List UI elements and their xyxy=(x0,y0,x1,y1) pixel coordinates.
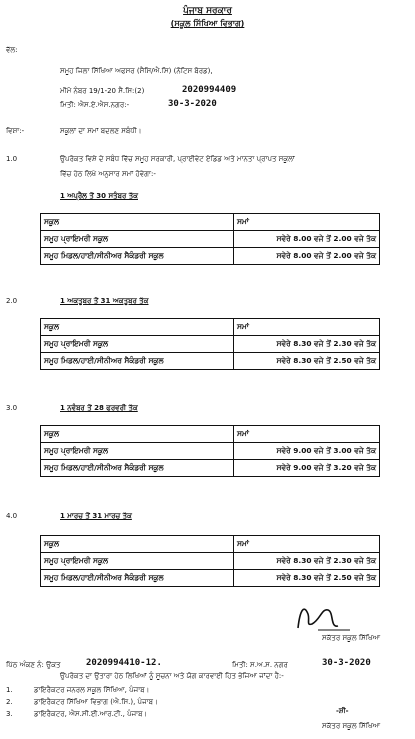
school-cell: ਸਮੂਹ ਮਿਡਲ/ਹਾਈ/ਸੀਨੀਅਰ ਸੈਕੰਡਰੀ ਸਕੂਲ xyxy=(41,570,234,587)
timing-table xyxy=(40,425,380,477)
time-cell: ਸਵੇਰੇ 8.30 ਵਜੇ ਤੋਂ 2.30 ਵਜੇ ਤੱਕ xyxy=(234,336,380,353)
school-cell: ਸਮੂਹ ਪ੍ਰਾਇਮਰੀ ਸਕੂਲ xyxy=(41,443,234,460)
table-row xyxy=(41,443,380,460)
endorsement-label: ਪਿੱਠ ਅੰਕਣ ਨੰ: ਉਕਤ xyxy=(6,661,61,669)
recipient-item: ਡਾਇਰੈਕਟਰ, ਐਸ.ਸੀ.ਈ.ਆਰ.ਟੀ., ਪੰਜਾਬ। xyxy=(34,710,148,718)
section-period: 1 ਅਪ੍ਰੈਲ ਤੋਂ 30 ਸਤੰਬਰ ਤੱਕ xyxy=(60,192,138,200)
table-row xyxy=(41,570,380,587)
intro-line-2: ਵਿੱਚ ਹੇਠ ਲਿਖੇ ਅਨੁਸਾਰ ਸਮਾਂ ਹੋਵੇਗਾ:- xyxy=(60,170,156,178)
subject-text: ਸਕੂਲਾਂ ਦਾ ਸਮਾਂ ਬਦਲਣ ਸਬੰਧੀ। xyxy=(60,127,142,135)
section-number: 4.0 xyxy=(6,512,18,520)
section-period: 1 ਮਾਰਚ ਤੋਂ 31 ਮਾਰਚ ਤੱਕ xyxy=(60,512,132,520)
col-school-header: ਸਕੂਲ xyxy=(41,426,234,443)
time-cell: ਸਵੇਰੇ 9.00 ਵਜੇ ਤੋਂ 3.20 ਵਜੇ ਤੱਕ xyxy=(234,460,380,477)
memo-number: 2020994409 xyxy=(182,85,237,95)
school-cell: ਸਮੂਹ ਪ੍ਰਾਇਮਰੀ ਸਕੂਲ xyxy=(41,231,234,248)
col-school-header: ਸਕੂਲ xyxy=(41,214,234,231)
signatory-designation: ਸਕੱਤਰ ਸਕੂਲ ਸਿੱਖਿਆ xyxy=(322,634,381,642)
sd-mark: -ਸ਼ੀ- xyxy=(336,707,349,715)
time-cell: ਸਵੇਰੇ 8.00 ਵਜੇ ਤੋਂ 2.00 ਵਜੇ ਤੱਕ xyxy=(234,248,380,265)
time-cell: ਸਵੇਰੇ 8.30 ਵਜੇ ਤੋਂ 2.30 ਵਜੇ ਤੱਕ xyxy=(234,553,380,570)
recipient-number: 2. xyxy=(6,698,13,706)
school-cell: ਸਮੂਹ ਮਿਡਲ/ਹਾਈ/ਸੀਨੀਅਰ ਸੈਕੰਡਰੀ ਸਕੂਲ xyxy=(41,248,234,265)
endorsement-date: 30-3-2020 xyxy=(322,658,371,668)
time-cell: ਸਵੇਰੇ 8.30 ਵਜੇ ਤੋਂ 2.50 ਵਜੇ ਤੱਕ xyxy=(234,570,380,587)
intro-number: 1.0 xyxy=(6,155,18,163)
table-header-row xyxy=(41,319,380,336)
to-label: ਵੱਲ: xyxy=(6,46,18,54)
col-time-header: ਸਮਾਂ xyxy=(234,214,380,231)
memo-label: ਮੀਮੋ ਨੰਬਰ 19/1-20 ਸੈ.ਸਿ:(2) xyxy=(60,87,145,95)
col-time-header: ਸਮਾਂ xyxy=(234,536,380,553)
school-cell: ਸਮੂਹ ਮਿਡਲ/ਹਾਈ/ਸੀਨੀਅਰ ਸੈਕੰਡਰੀ ਸਕੂਲ xyxy=(41,353,234,370)
school-cell: ਸਮੂਹ ਪ੍ਰਾਇਮਰੀ ਸਕੂਲ xyxy=(41,553,234,570)
timing-table xyxy=(40,318,380,370)
recipient-item: ਡਾਇਰੈਕਟਰ ਜਨਰਲ ਸਕੂਲ ਸਿੱਖਿਆ, ਪੰਜਾਬ। xyxy=(34,686,150,694)
recipient-item: ਡਾਇਰੈਕਟਰ ਸਿੱਖਿਆ ਵਿਭਾਗ (ਐ.ਸਿ.), ਪੰਜਾਬ। xyxy=(34,698,158,706)
timing-table xyxy=(40,213,380,265)
col-time-header: ਸਮਾਂ xyxy=(234,319,380,336)
section-number: 2.0 xyxy=(6,297,18,305)
table-row xyxy=(41,231,380,248)
table-header-row xyxy=(41,214,380,231)
table-row xyxy=(41,248,380,265)
section-number: 3.0 xyxy=(6,404,18,412)
date-label: ਮਿਤੀ: ਐਸ.ਏ.ਐਸ.ਨਗਰ:- xyxy=(60,101,130,109)
section-period: 1 ਅਕਤੂਬਰ ਤੋਂ 31 ਅਕਤੂਬਰ ਤੱਕ xyxy=(60,297,149,305)
time-cell: ਸਵੇਰੇ 8.00 ਵਜੇ ਤੋਂ 2.00 ਵਜੇ ਤੱਕ xyxy=(234,231,380,248)
date-value: 30-3-2020 xyxy=(168,99,217,109)
to-text: ਸਮੂਹ ਜਿਲਾ ਸਿੱਖਿਆ ਅਫਸਰ (ਸੈਸਿ/ਐ.ਸਿ) (ਨੋਟਿਸ ਬੋਰਡ), xyxy=(60,67,213,75)
recipient-number: 1. xyxy=(6,686,13,694)
endorsement-date-label: ਮਿਤੀ: ਸ.ਅ.ਸ. ਨਗਰ xyxy=(232,661,288,669)
subject-label: ਵਿਸ਼ਾ:- xyxy=(6,127,25,135)
table-row xyxy=(41,336,380,353)
col-school-header: ਸਕੂਲ xyxy=(41,319,234,336)
recipient-number: 3. xyxy=(6,710,13,718)
endorsement-text: ਉਪਰੋਕਤ ਦਾ ਉਤਾਰਾ ਹੇਠ ਲਿਖਿਆਂ ਨੂੰ ਸੂਚਨਾ ਅਤੇ ਯੋਗ ਕਾਰਵਾਈ ਹਿਤ ਭੇਜਿਆ ਜਾਂਦਾ ਹੈ:- xyxy=(60,672,284,680)
intro-line-1: ਉਪਰੋਕਤ ਵਿਸ਼ੇ ਦੇ ਸਬੰਧ ਵਿੱਚ ਸਮੂਹ ਸਰਕਾਰੀ, ਪ੍ਰਾਈਵੇਟ ਏਡਿਡ ਅਤੇ ਮਾਨਤਾ ਪ੍ਰਾਪਤ ਸਕੂਲਾਂ xyxy=(60,155,295,163)
table-header-row xyxy=(41,426,380,443)
table-row xyxy=(41,553,380,570)
table-header-row xyxy=(41,536,380,553)
section-period: 1 ਨਵੰਬਰ ਤੋਂ 28 ਫਰਵਰੀ ਤੱਕ xyxy=(60,404,138,412)
endorsement-number: 2020994410-12. xyxy=(86,658,162,668)
endorsement-designation: ਸਕੱਤਰ ਸਕੂਲ ਸਿੱਖਿਆ xyxy=(322,722,381,730)
col-time-header: ਸਮਾਂ xyxy=(234,426,380,443)
time-cell: ਸਵੇਰੇ 8.30 ਵਜੇ ਤੋਂ 2.50 ਵਜੇ ਤੱਕ xyxy=(234,353,380,370)
table-row xyxy=(41,460,380,477)
col-school-header: ਸਕੂਲ xyxy=(41,536,234,553)
table-row xyxy=(41,353,380,370)
timing-table xyxy=(40,535,380,587)
time-cell: ਸਵੇਰੇ 9.00 ਵਜੇ ਤੋਂ 3.00 ਵਜੇ ਤੱਕ xyxy=(234,443,380,460)
school-cell: ਸਮੂਹ ਮਿਡਲ/ਹਾਈ/ਸੀਨੀਅਰ ਸੈਕੰਡਰੀ ਸਕੂਲ xyxy=(41,460,234,477)
page-title: ਪੰਜਾਬ ਸਰਕਾਰ xyxy=(183,6,232,16)
school-cell: ਸਮੂਹ ਪ੍ਰਾਇਮਰੀ ਸਕੂਲ xyxy=(41,336,234,353)
page-subtitle: (ਸਕੂਲ ਸਿੱਖਿਆ ਵਿਭਾਗ) xyxy=(170,19,245,28)
